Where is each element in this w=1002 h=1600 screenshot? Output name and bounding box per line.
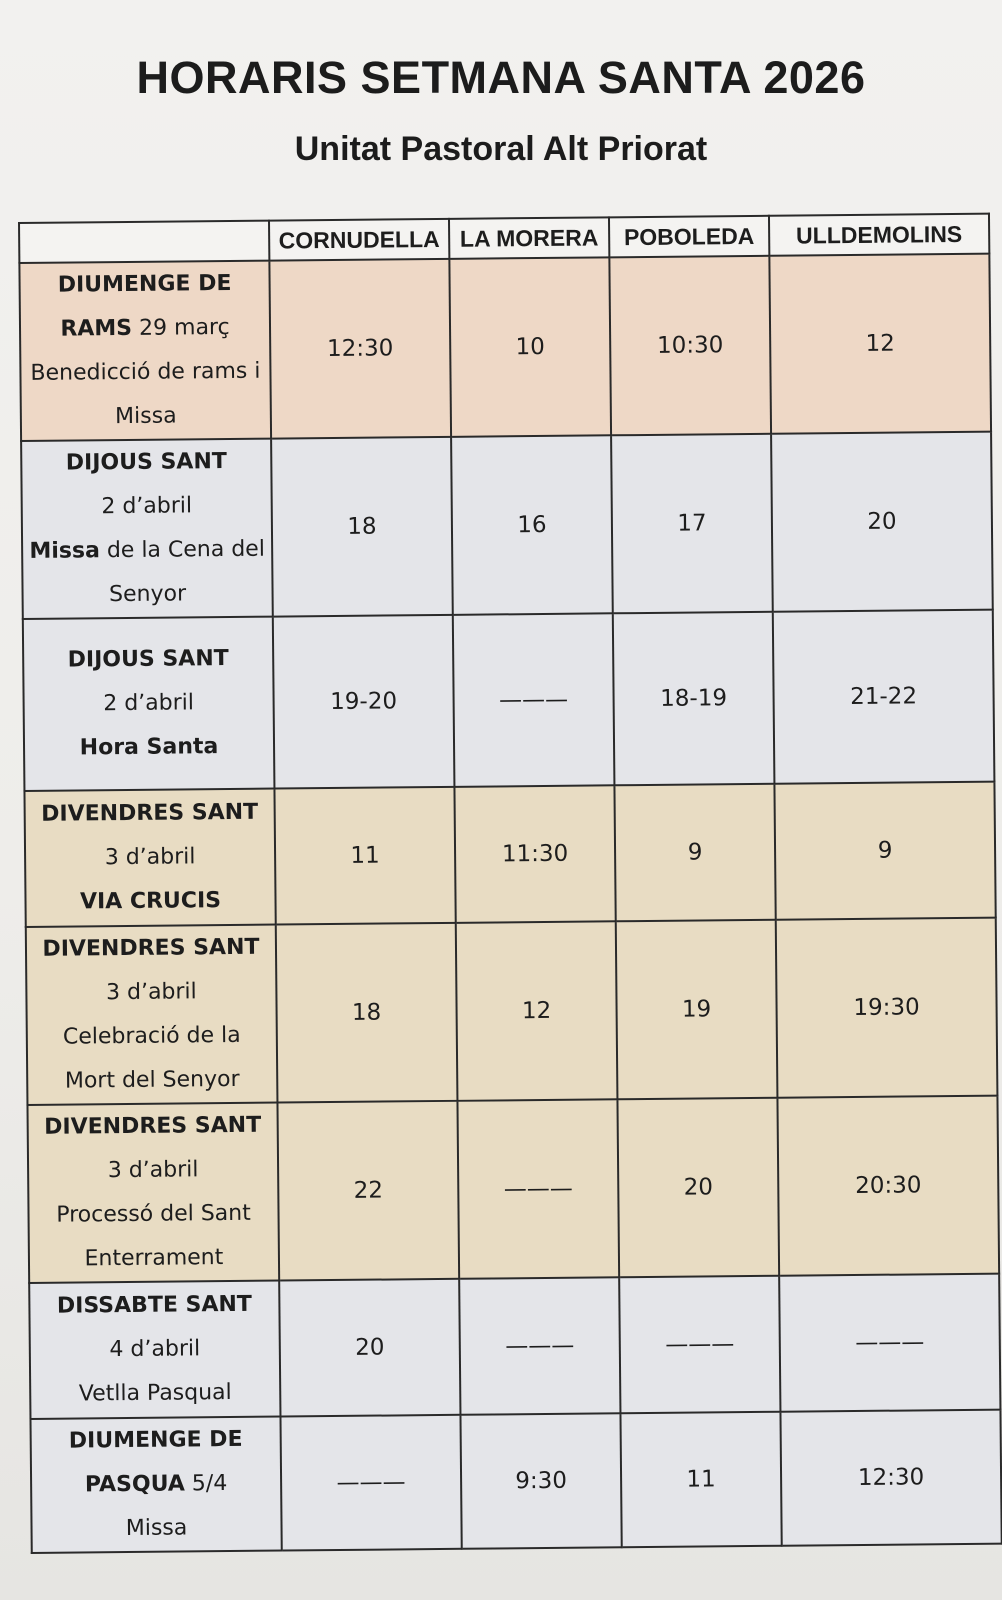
event-date-text: 3 d’abril [104,844,196,871]
table-row [29,1274,1000,1419]
event-date-text: 3 d’abril [105,979,197,1006]
event-date-text: 2 d’abril [101,493,193,520]
event-title: DIUMENGE DE [68,1426,243,1454]
event-description [28,1014,276,1060]
event-date-text: 29 març [131,314,230,341]
table-row [21,432,993,619]
event-description-continued: Mort del Senyor [64,1066,240,1094]
time-cell: 18 [271,437,453,617]
event-description [25,725,273,771]
time-cell: 20 [617,1098,779,1278]
event-date [26,835,274,881]
table-row [27,1096,999,1283]
time-cell: 9 [774,782,995,920]
event-date-bold: PASQUA [84,1471,185,1498]
event-description-text: Benedicció de rams i [30,358,261,386]
event-title: DISSABTE SANT [56,1291,252,1319]
event-description-bold: Hora Santa [79,734,219,761]
event-description-text: Vetlla Pasqual [78,1380,232,1407]
time-cell: 19-20 [273,615,455,789]
time-cell: 19:30 [776,918,998,1098]
time-cell: 18 [276,923,458,1103]
column-header: ULLDEMOLINS [769,214,989,256]
column-header: LA MORERA [449,217,609,259]
table-row [23,610,995,791]
event-cell [27,1103,279,1283]
time-cell: 20 [771,432,993,612]
event-cell [21,439,273,619]
event-date-text: 2 d’abril [103,690,195,717]
time-cell: 20 [279,1279,460,1417]
event-cell [29,1281,280,1419]
event-description-text: de la Cena del [99,536,266,564]
time-cell: 12 [769,254,991,434]
event-description [26,879,274,925]
event-title: DIVENDRES SANT [42,934,260,962]
time-cell: 20:30 [777,1096,999,1276]
event-date [24,681,272,727]
event-date-bold: RAMS [60,315,133,342]
event-description-continued: Enterrament [84,1245,224,1272]
table-row [30,1410,1001,1553]
event-date-text: 5/4 [184,1471,228,1497]
event-cell [24,789,275,927]
event-description-bold: Missa [29,538,101,564]
event-title: DIUMENGE DE [57,270,232,298]
time-cell: 9 [614,784,775,922]
event-date [23,484,271,530]
event-description-text: Celebració de la [62,1022,241,1050]
event-date [32,1462,280,1508]
table-row [24,782,995,927]
event-date [29,1148,277,1194]
event-cell [30,1417,281,1553]
table-row [26,918,998,1105]
time-cell: 22 [277,1101,459,1281]
page-subtitle: Unitat Pastoral Alt Priorat [294,130,708,168]
time-cell: 11 [274,787,455,925]
time-cell: ——— [619,1276,780,1414]
time-cell: 19 [616,920,778,1100]
event-date [31,1327,279,1373]
event-date [21,306,269,352]
event-description-continued: Senyor [108,581,187,608]
time-cell: 18-19 [613,612,775,786]
time-cell: ——— [779,1274,1000,1412]
time-cell: 12 [456,921,618,1101]
time-cell: 11 [620,1412,781,1548]
table-row [19,254,991,441]
event-description-text: Missa [125,1515,188,1542]
schedule-table [18,213,1002,1554]
event-title: DIJOUS SANT [67,645,229,673]
event-description [23,528,271,574]
event-cell [26,925,278,1105]
event-date-text: 3 d’abril [107,1157,199,1184]
event-title: DIVENDRES SANT [41,799,259,827]
column-header: POBOLEDA [609,216,769,258]
event-description [29,1192,277,1238]
event-date [27,970,275,1016]
event-title: DIVENDRES SANT [44,1112,262,1140]
event-cell [19,261,271,441]
page-title: HORARIS SETMANA SANTA 2026 [136,52,866,103]
time-cell: ——— [459,1277,620,1415]
event-title: DIJOUS SANT [65,449,227,476]
time-cell: 9:30 [460,1413,621,1549]
event-cell [23,617,275,791]
event-description-bold: VIA CRUCIS [79,888,222,915]
time-cell: 11:30 [454,785,615,923]
column-header: CORNUDELLA [269,219,449,261]
time-cell: 12:30 [780,1410,1001,1546]
time-cell: 17 [611,434,773,614]
time-cell: ——— [457,1099,619,1279]
time-cell: 21-22 [773,610,995,784]
event-description [32,1506,280,1552]
event-description-continued: Missa [115,403,177,430]
time-cell: ——— [280,1415,461,1551]
event-date-text: 4 d’abril [109,1336,201,1363]
time-cell: 16 [451,435,613,615]
event-description [31,1371,279,1417]
time-cell: 10 [449,257,611,437]
time-cell: 10:30 [609,256,771,436]
event-description-text: Processó del Sant [56,1200,251,1228]
corner-cell [19,221,269,263]
time-cell: ——— [453,613,615,787]
event-description [21,350,269,396]
time-cell: 12:30 [269,259,451,439]
